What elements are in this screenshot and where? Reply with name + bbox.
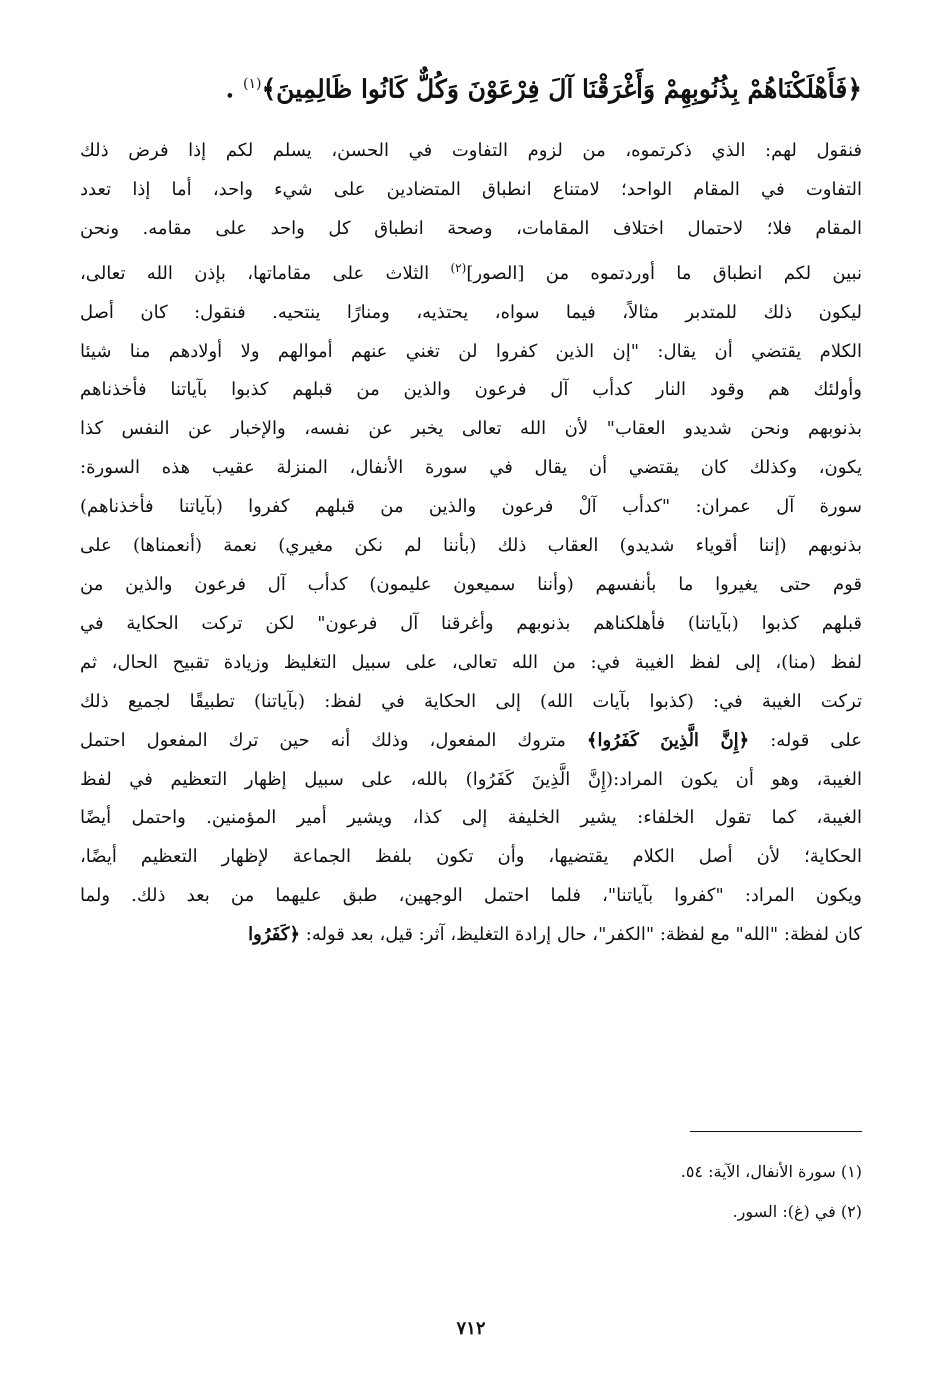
quran-quote: (إِنَّ الَّذِينَ كَفَرُوا) bbox=[465, 768, 614, 790]
text-line: الحكاية؛ لأن أصل الكلام يقتضيها، وأن تكون بلفظ الجماعة لإظهار التعظيم أيضًا، bbox=[80, 846, 862, 868]
quran-quote: ﴿كَفَرُوا bbox=[248, 924, 301, 946]
footnote: (٢) في (غ): السور. bbox=[732, 1202, 862, 1221]
text-line: سورة آل عمران: "كدأب آلْ فرعون والذين من قبلهم كفروا (بآياتنا فأخذناهم) bbox=[80, 496, 862, 518]
text-line: وأولئك هم وقود النار كدأب آل فرعون والذين من قبلهم كذبوا بآياتنا فأخذناهم bbox=[80, 379, 862, 401]
text-line: تركت الغيبة في: (كذبوا بآيات الله) إلى الحكاية في لفظ: (بآياتنا) تطبيقًا لجميع ذلك bbox=[80, 690, 862, 712]
footnote-ref-1: (١) bbox=[242, 76, 262, 92]
line-segment: نبين لكم انطباق ما أوردتموه من [الصور] bbox=[466, 262, 862, 284]
text-line: الكلام يقتضي أن يقال: "إن الذين كفروا لن تغني عنهم أموالهم ولا أولادهم منا شيئا bbox=[80, 340, 862, 362]
footnote-divider bbox=[690, 1131, 862, 1132]
text-line bbox=[80, 722, 862, 761]
line-segment: الغيبة، وهو أن يكون المراد: bbox=[613, 768, 862, 790]
text-line: يكون، وكذلك كان يقتضي أن يقال في سورة الأنفال، المنزلة عقيب هذه السورة: bbox=[80, 457, 862, 479]
page-number: ٧١٢ bbox=[456, 1318, 486, 1339]
text-line: ليكون ذلك للمتدبر مثالاً، فيما سواه، يحتذيه، ومنارًا ينتحيه. فنقول: كان أصل bbox=[80, 301, 862, 323]
verse-text: ﴿فَأَهْلَكْنَاهُمْ بِذُنُوبِهِمْ وَأَغْرَقْنَا آلَ فِرْعَوْنَ وَكُلٌّ كَانُوا ظَالِمِينَ﴾ bbox=[261, 74, 862, 104]
line-segment: متروك المفعول، وذلك أنه حين ترك المفعول احتمل bbox=[80, 729, 566, 751]
line-segment: بالله، على سبيل إظهار التعظيم في لفظ bbox=[80, 768, 449, 790]
line-segment: كان لفظة: "الله" مع لفظة: "الكفر"، حال إرادة التغليظ، آثر: قيل، بعد قوله: bbox=[305, 924, 862, 946]
heading-period: . bbox=[225, 74, 235, 104]
footnote: (١) سورة الأنفال، الآية: ٥٤. bbox=[680, 1162, 862, 1181]
text-line: ويكون المراد: "كفروا بآياتنا"، فلما احتمل الوجهين، طبق عليهما من بعد ذلك. ولما bbox=[80, 885, 862, 907]
text-line bbox=[80, 249, 862, 294]
footnotes bbox=[80, 1152, 862, 1232]
text-line: المقام فلا؛ لاحتمال اختلاف المقامات، وصحة انطباق كل واحد على مقامه. ونحن bbox=[80, 217, 862, 239]
text-line: الغيبة، كما تقول الخلفاء: يشير الخليفة إلى كذا، ويشير أمير المؤمنين. واحتمل أيضًا bbox=[80, 807, 862, 829]
body-paragraph bbox=[80, 132, 862, 955]
line-segment: على قوله: bbox=[770, 729, 862, 751]
text-line: فنقول لهم: الذي ذكرتموه، من لزوم التفاوت في الحسن، يسلم لكم إذا فرض ذلك bbox=[80, 140, 862, 161]
line-segment: الثلاث على مقاماتها، بإذن الله تعالى، bbox=[80, 262, 430, 284]
text-line: بذنوبهم ونحن شديدو العقاب" لأن الله تعالى يخبر عن نفسه، والإخبار عن النفس كذا bbox=[80, 418, 862, 440]
quran-verse-heading bbox=[80, 62, 862, 111]
text-line: بذنوبهم (إننا أقوياء شديدو) العقاب ذلك (بأننا لم نكن مغيري) نعمة (أنعمناها) على bbox=[80, 535, 862, 557]
text-line: قوم حتى يغيروا ما بأنفسهم (وأننا سميعون عليمون) كدأب آل فرعون والذين من bbox=[80, 573, 862, 595]
text-line: التفاوت في المقام الواحد؛ لامتناع انطباق المتضادين على شيء واحد، أما إذا تعدد bbox=[80, 178, 862, 200]
text-line: قبلهم كذبوا (بآياتنا) فأهلكناهم بذنوبهم وأغرقنا آل فرعون" لكن تركت الحكاية في bbox=[80, 612, 862, 634]
quran-quote: ﴿إِنَّ الَّذِينَ كَفَرُوا﴾ bbox=[586, 729, 750, 751]
text-line: لفظ (منا)، إلى لفظ الغيبة في: من الله تعالى، على سبيل التغليظ وزيادة تقبيح الحال، ثم bbox=[80, 651, 862, 673]
text-line bbox=[80, 916, 862, 955]
text-line bbox=[80, 761, 862, 800]
footnote-ref-2: (٢) bbox=[450, 260, 467, 275]
